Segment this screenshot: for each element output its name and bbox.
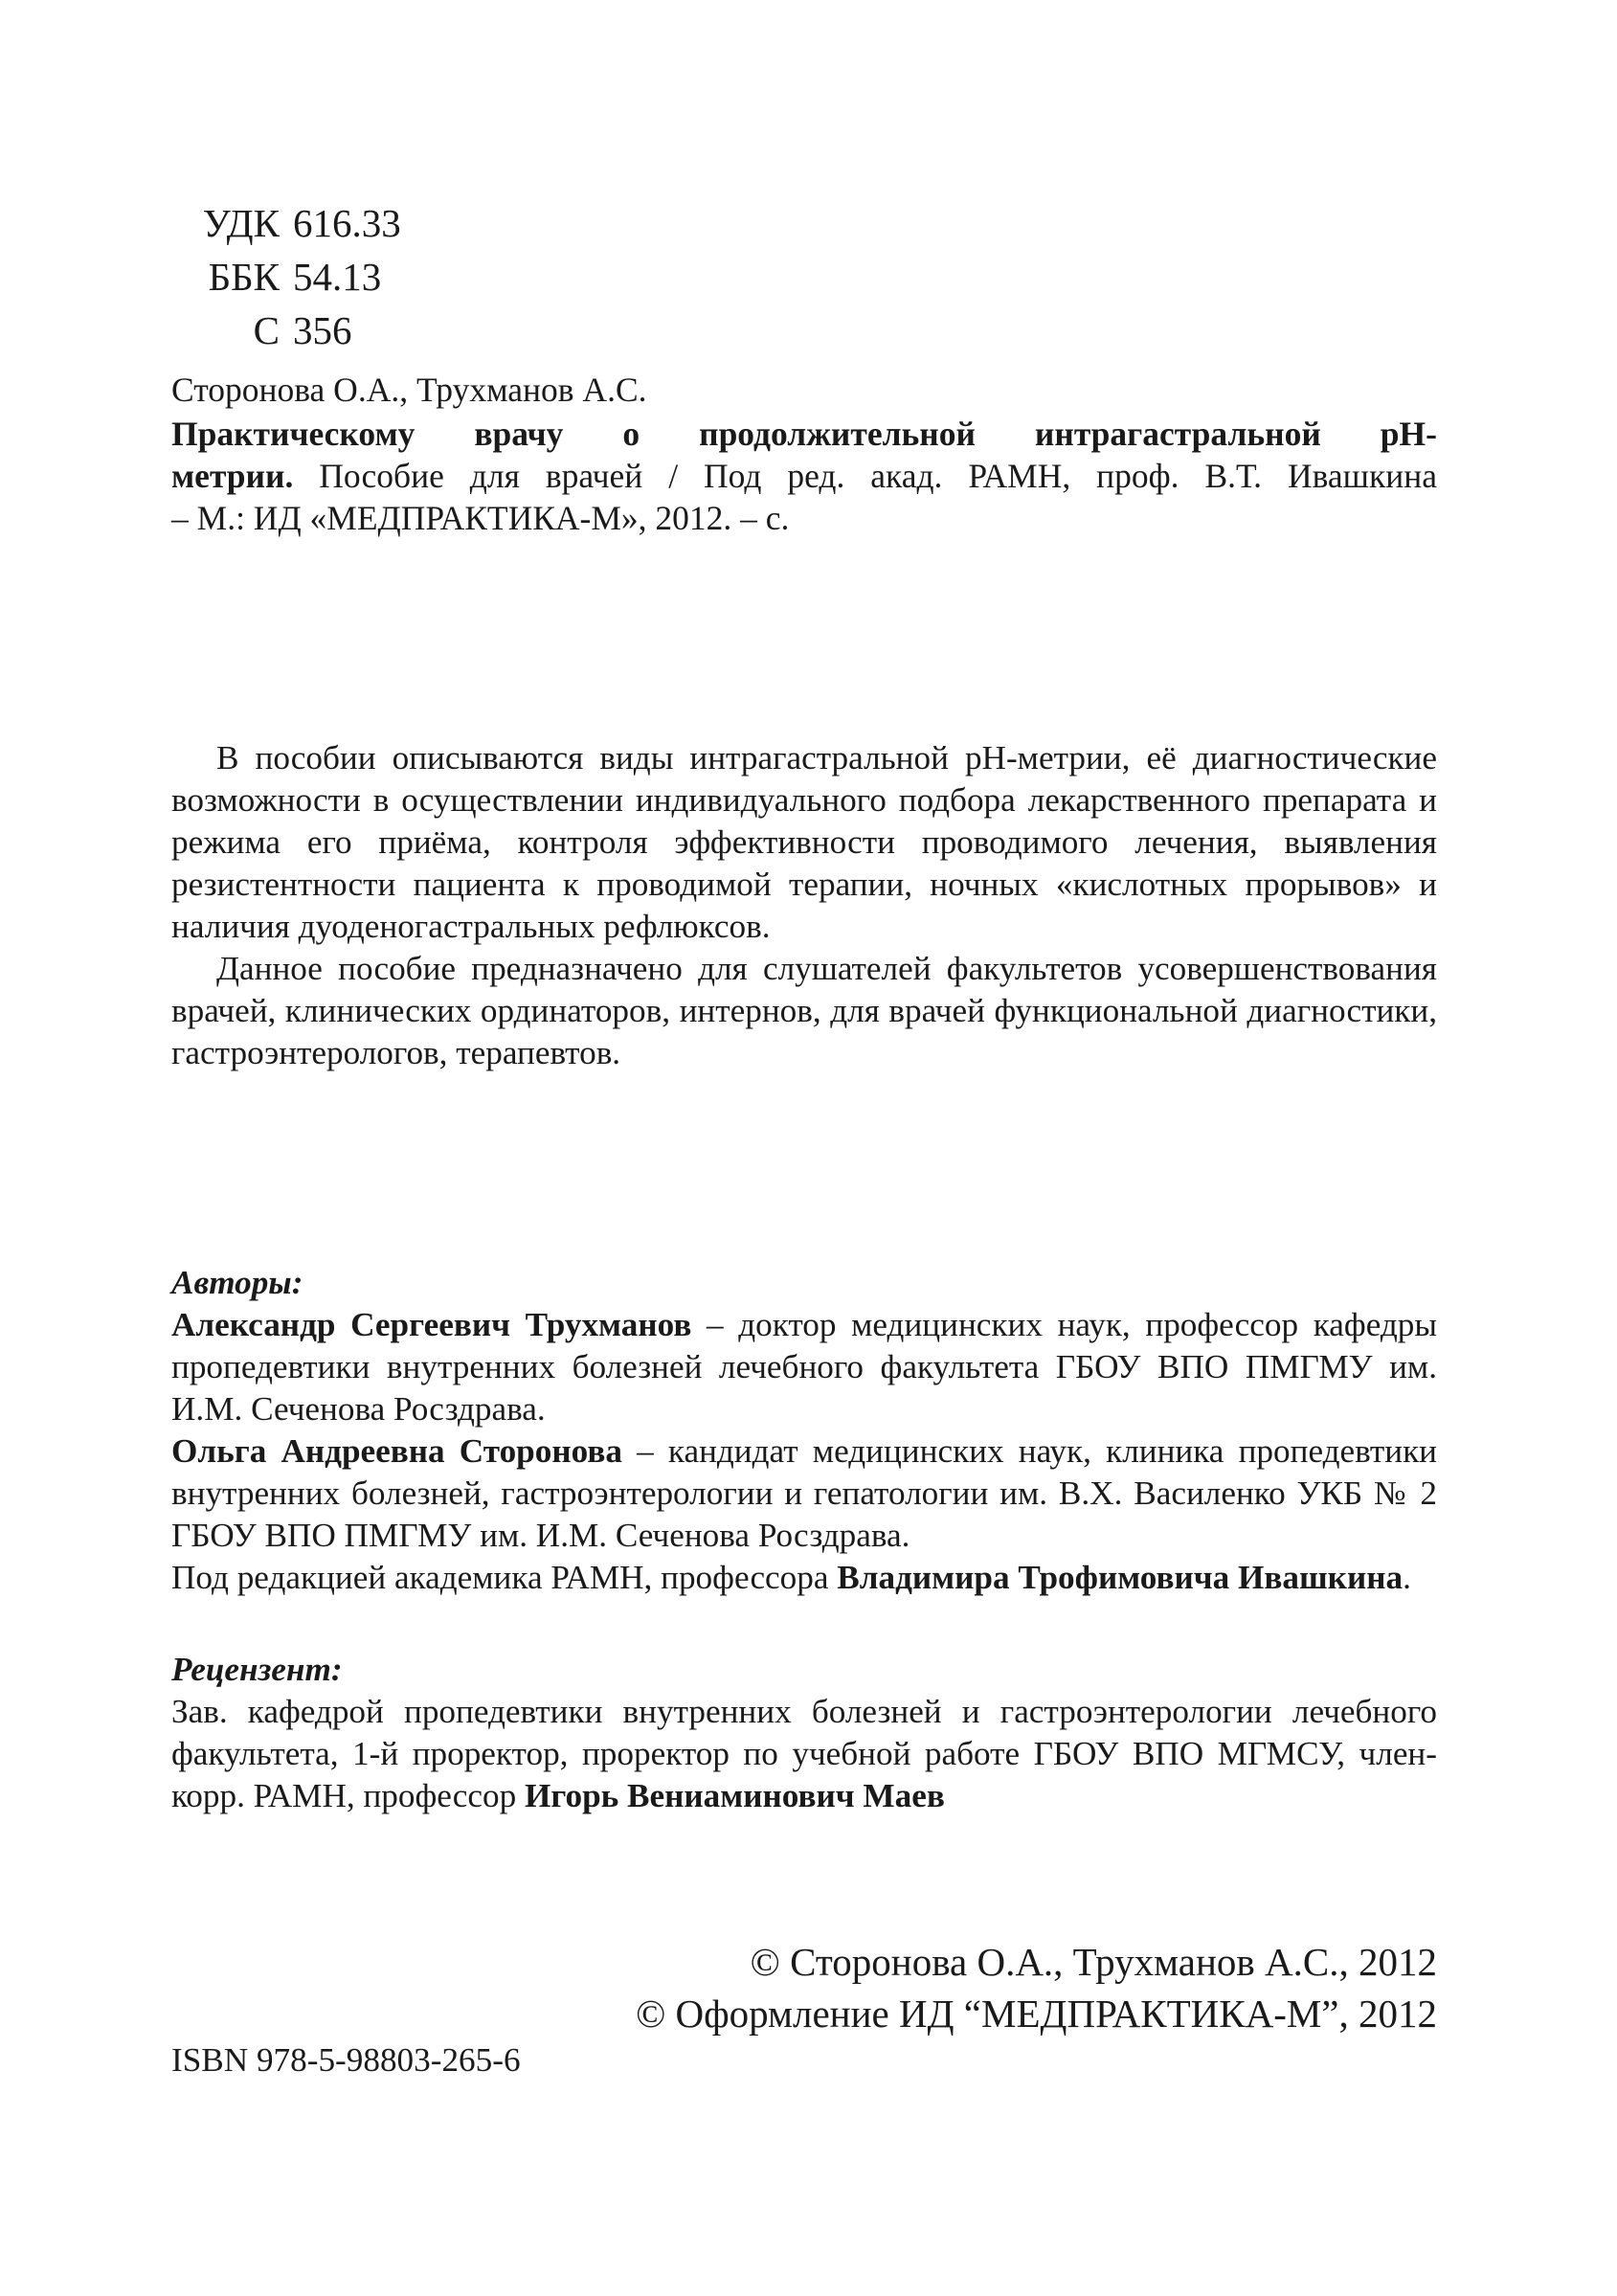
author-sign-value: 356: [293, 308, 352, 352]
author-2: [171, 1430, 1437, 1557]
copyright-block: [636, 1936, 1437, 2039]
editor-suffix: .: [1403, 1559, 1411, 1596]
reviewer-desc: Зав. кафедрой пропедевтики внутренних болезней и гастроэнтерологии лечебного факультета, 1-й проректор, проректор по учебной работе ГБОУ ВПО МГМСУ, член-корр. РАМН, профессор: [171, 1693, 1437, 1814]
abstract-paragraph-2: Данное пособие предназначено для слушателей факультетов усовершенствования врачей, клинических ординаторов, интернов, для врачей функциональной диагностики, гастроэнтерологов, терапевтов.: [171, 950, 1437, 1071]
bbk-value: 54.13: [293, 255, 382, 299]
bibliographic-title: [171, 413, 1437, 539]
authors-section: [171, 1262, 1437, 1599]
author-2-desc: – кандидат медицинских наук, клиника пропедевтики внутренних болезней, гастроэнтерологии и гепатологии им. В.Х. Василенко УКБ № 2 ГБОУ ВПО ПМГМУ им. И.М. Сеченова Росздрава.: [171, 1432, 1437, 1554]
editor-line: [171, 1557, 1437, 1599]
udk-label: УДК: [202, 201, 280, 245]
author-2-name: Ольга Андреевна Сторонова: [171, 1432, 622, 1470]
authors-heading: Авторы:: [171, 1264, 303, 1301]
abstract-paragraph-1: В пособии описываются виды интрагастральной pH-метрии, её диагностические возможности в осуществлении индивидуального подбора лекарственного препарата и режима его приёма, контроля эффективности проводимого лечения, выявления резистентности пациента к проводимой терапии, ночных «кислотных прорывов» и наличия дуоденогастральных рефлюксов.: [171, 739, 1437, 945]
title-line-1: Практическому врачу о продолжительной интрагастральной pH-: [171, 415, 1437, 453]
abstract: [171, 737, 1437, 1074]
title-line-2: [171, 455, 1437, 497]
author-sign-label: С: [253, 308, 280, 352]
bbk-row: [170, 250, 401, 304]
author-sign-row: [170, 304, 401, 357]
udk-row: [170, 196, 401, 250]
isbn: ISBN 978-5-98803-265-6: [171, 2041, 521, 2079]
copyright-line-2: © Оформление ИД “МЕДПРАКТИКА-М”, 2012: [636, 1992, 1437, 2036]
reviewer-text: [171, 1691, 1437, 1817]
editor-name: Владимира Трофимовича Ивашкина: [837, 1559, 1404, 1596]
title-line-2-bold: метрии.: [171, 457, 294, 495]
udk-value: 616.33: [293, 201, 401, 245]
classification-codes: [170, 196, 401, 357]
author-1-name: Александр Сергеевич Трухманов: [171, 1306, 692, 1343]
reviewer-name: Игорь Вениаминович Маев: [525, 1777, 945, 1814]
copyright-line-1: © Сторонова О.А., Трухманов А.С., 2012: [750, 1940, 1437, 1984]
author-1-desc: – доктор медицинских наук, профессор кафедры пропедевтики внутренних болезней лечебного факультета ГБОУ ВПО ПМГМУ им. И.М. Сеченова Росздрава.: [171, 1306, 1438, 1428]
reviewer-section: [171, 1649, 1437, 1817]
title-line-2-rest: Пособие для врачей / Под ред. акад. РАМН, проф. В.Т. Ивашкина: [293, 457, 1437, 495]
reviewer-heading: Рецензент:: [171, 1651, 343, 1688]
bibliographic-authors: Сторонова О.А., Трухманов А.С.: [171, 371, 647, 409]
title-line-3: – М.: ИД «МЕДПРАКТИКА-М», 2012. – с.: [171, 499, 790, 537]
bbk-label: ББК: [208, 255, 280, 299]
editor-prefix: Под редакцией академика РАМН, профессора: [171, 1559, 838, 1596]
author-1: [171, 1304, 1437, 1430]
